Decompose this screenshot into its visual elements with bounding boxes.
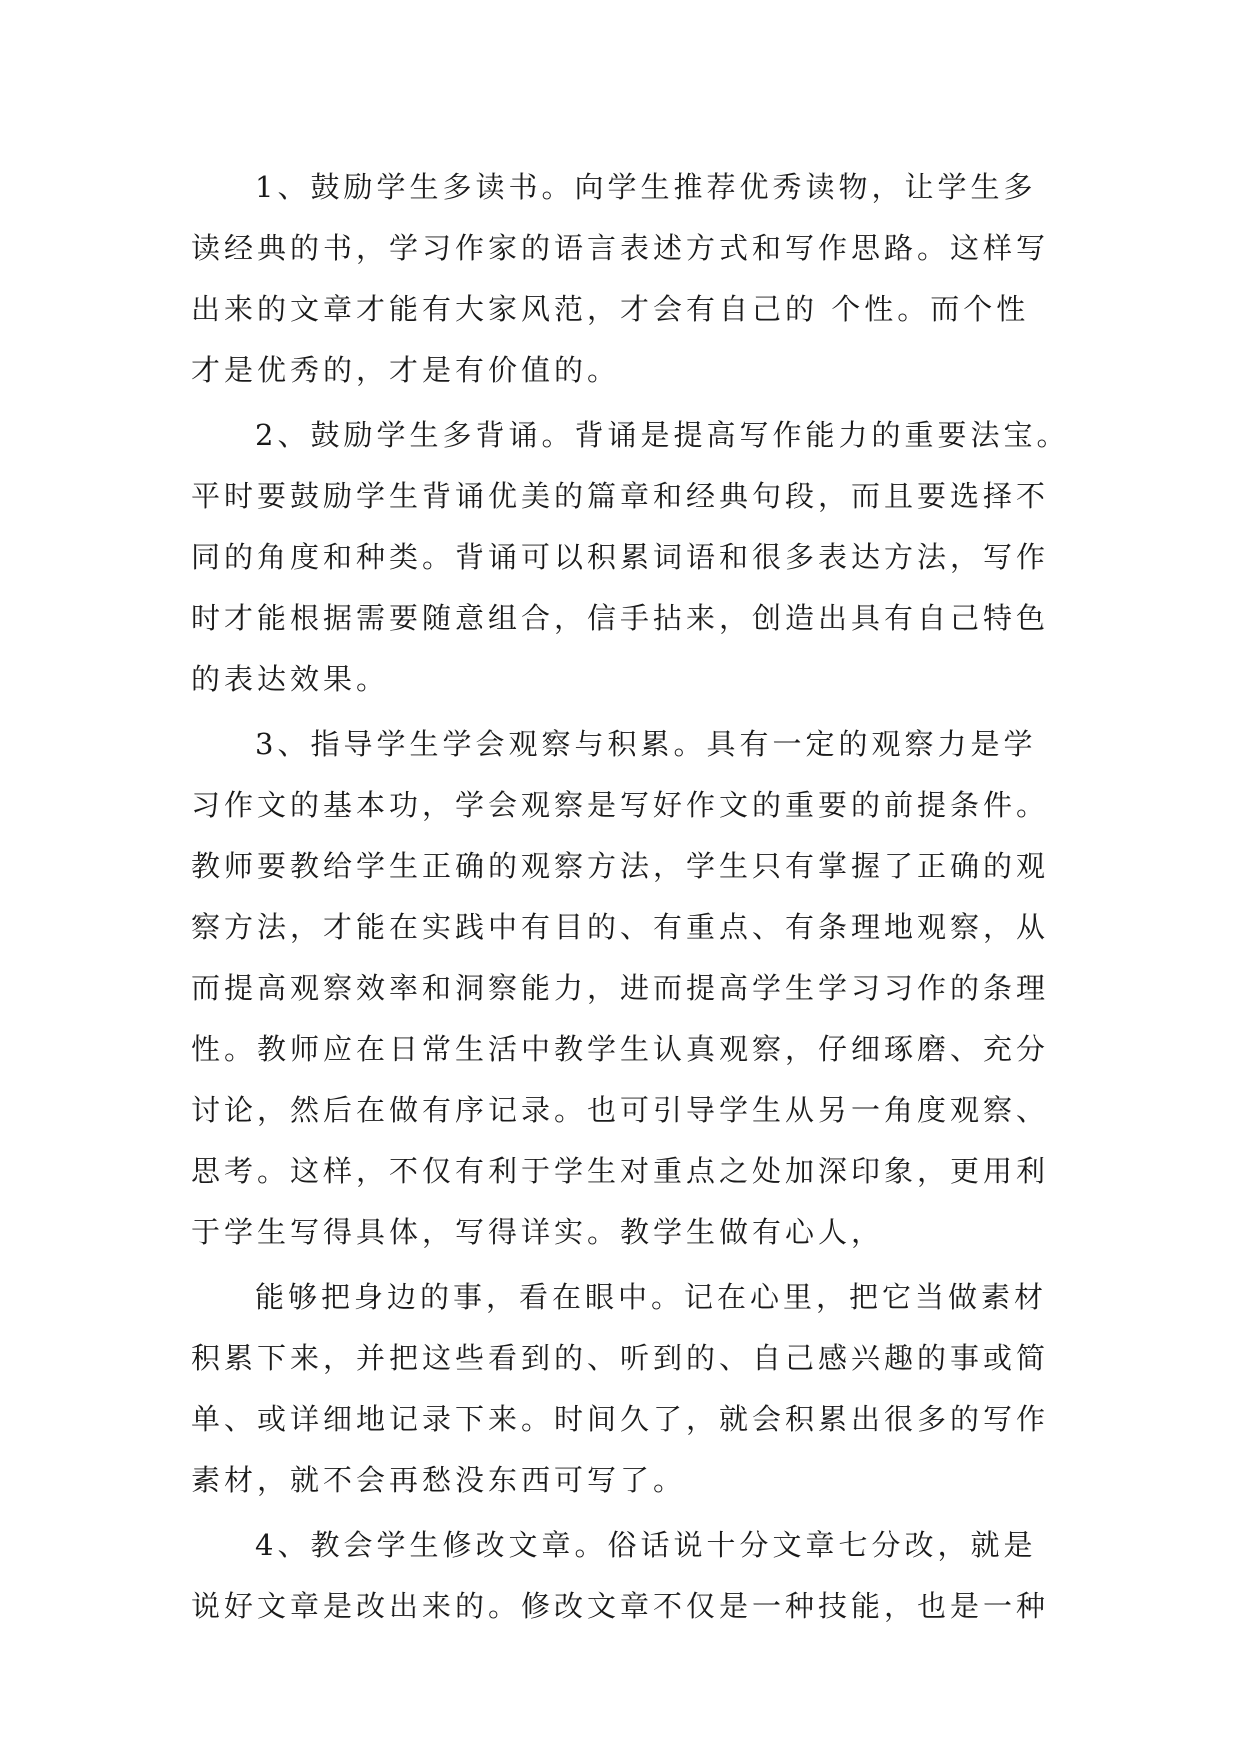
paragraph-4 xyxy=(191,1267,1071,1511)
document-body xyxy=(191,157,1071,1637)
paragraph-3 xyxy=(191,714,1071,1263)
text-line: 习作文的基本功，学会观察是写好作文的重要的前提条件。 xyxy=(191,788,1050,822)
text-line: 能够把身边的事，看在眼中。记在心里，把它当做素材 xyxy=(255,1280,1048,1314)
text-line: 讨论，然后在做有序记录。也可引导学生从另一角度观察、 xyxy=(191,1093,1050,1127)
paragraph-5 xyxy=(191,1515,1071,1637)
text-line: 单、或详细地记录下来。时间久了，就会积累出很多的写作 xyxy=(191,1402,1050,1436)
text-line: 2、鼓励学生多背诵。背诵是提高写作能力的重要法宝。 xyxy=(255,418,1070,452)
text-line: 察方法，才能在实践中有目的、有重点、有条理地观察，从 xyxy=(191,910,1050,944)
paragraph-1 xyxy=(191,157,1071,401)
text-line: 思考。这样，不仅有利于学生对重点之处加深印象，更用利 xyxy=(191,1154,1050,1188)
text-line: 教师要教给学生正确的观察方法，学生只有掌握了正确的观 xyxy=(191,849,1050,883)
text-line: 读经典的书，学习作家的语言表述方式和写作思路。这样写 xyxy=(191,231,1050,265)
text-line: 平时要鼓励学生背诵优美的篇章和经典句段，而且要选择不 xyxy=(191,479,1050,513)
text-line: 4、教会学生修改文章。俗话说十分文章七分改，就是 xyxy=(255,1528,1037,1562)
text-line: 说好文章是改出来的。修改文章不仅是一种技能，也是一种 xyxy=(191,1589,1050,1623)
text-line: 才是优秀的，才是有价值的。 xyxy=(191,353,621,387)
paragraph-2 xyxy=(191,405,1071,710)
text-line: 3、指导学生学会观察与积累。具有一定的观察力是学 xyxy=(255,727,1037,761)
text-line: 1、鼓励学生多读书。向学生推荐优秀读物，让学生多 xyxy=(255,170,1037,204)
text-line: 出来的文章才能有大家风范，才会有自己的 个性。而个性 xyxy=(191,292,1030,326)
text-line: 素材，就不会再愁没东西可写了。 xyxy=(191,1463,687,1497)
text-line: 而提高观察效率和洞察能力，进而提高学生学习习作的条理 xyxy=(191,971,1050,1005)
text-line: 于学生写得具体，写得详实。教学生做有心人， xyxy=(191,1215,885,1249)
text-line: 的表达效果。 xyxy=(191,662,390,696)
text-line: 积累下来，并把这些看到的、听到的、自己感兴趣的事或简 xyxy=(191,1341,1050,1375)
text-line: 同的角度和种类。背诵可以积累词语和很多表达方法，写作 xyxy=(191,540,1050,574)
text-line: 性。教师应在日常生活中教学生认真观察，仔细琢磨、充分 xyxy=(191,1032,1050,1066)
text-line: 时才能根据需要随意组合，信手拈来，创造出具有自己特色 xyxy=(191,601,1050,635)
